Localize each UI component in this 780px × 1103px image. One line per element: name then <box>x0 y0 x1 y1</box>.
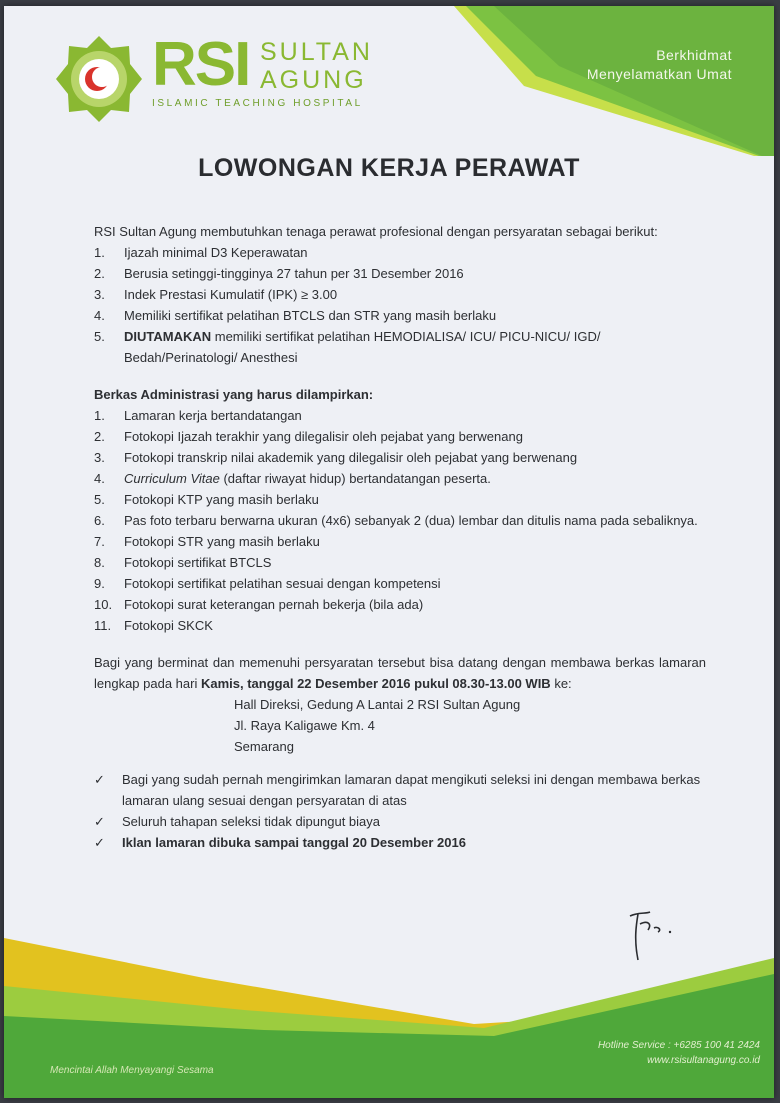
list-item <box>94 447 706 468</box>
list-item <box>94 426 706 447</box>
requirements-list <box>94 242 706 368</box>
list-text: Pas foto terbaru berwarna ukuran (4x6) sebanyak 2 (dua) lembar dan ditulis nama pada sebaliknya. <box>124 513 698 528</box>
list-item <box>94 594 706 615</box>
tagline-line2: Menyelamatkan Umat <box>586 66 732 82</box>
document-body <box>94 221 706 853</box>
checkmark-icon: ✓ <box>94 772 105 787</box>
intro-text: RSI Sultan Agung membutuhkan tenaga perawat profesional dengan persyaratan sebagai berikut: <box>94 224 658 239</box>
list-number: 3. <box>94 450 105 465</box>
checkmark-icon: ✓ <box>94 814 105 829</box>
list-number: 4. <box>94 308 105 323</box>
list-number: 2. <box>94 429 105 444</box>
list-item <box>94 573 706 594</box>
list-item <box>94 284 706 305</box>
page-title: LOWONGAN KERJA PERAWAT <box>198 154 580 182</box>
note-text: Bagi yang sudah pernah mengirimkan lamaran dapat mengikuti seleksi ini dengan membawa berkas lamaran ulang sesuai dengan persyaratan di atas <box>122 772 701 808</box>
tagline-line1: Berkhidmat <box>656 47 732 63</box>
list-item <box>94 305 706 326</box>
list-item <box>94 405 706 426</box>
list-text: Ijazah minimal D3 Keperawatan <box>124 245 308 260</box>
list-number: 3. <box>94 287 105 302</box>
list-number: 1. <box>94 245 105 260</box>
list-item <box>94 263 706 284</box>
list-item <box>94 510 706 531</box>
list-number: 11. <box>94 618 112 633</box>
list-text: Fotokopi sertifikat BTCLS <box>124 555 272 570</box>
list-item <box>94 468 706 489</box>
berkas-list <box>94 405 706 636</box>
berkas-heading: Berkas Administrasi yang harus dilampirkan: <box>94 387 374 402</box>
list-item <box>94 242 706 263</box>
address-block <box>94 694 706 757</box>
list-emphasis: DIUTAMAKAN <box>124 329 212 344</box>
logo-agung-text: AGUNG <box>260 66 367 94</box>
note-text: Seluruh tahapan seleksi tidak dipungut biaya <box>122 814 381 829</box>
list-text: (daftar riwayat hidup) bertandatangan peserta. <box>219 471 491 486</box>
list-text: Fotokopi Ijazah terakhir yang dilegalisir oleh pejabat yang berwenang <box>124 429 523 444</box>
footer-motto: Mencintai Allah Menyayangi Sesama <box>50 1065 214 1076</box>
logo-subtitle: ISLAMIC TEACHING HOSPITAL <box>152 98 363 109</box>
note-item <box>94 769 706 811</box>
website-text: www.rsisultanagung.co.id <box>647 1055 760 1066</box>
checkmark-icon: ✓ <box>94 835 105 850</box>
closing-paragraph <box>94 652 706 694</box>
list-item <box>94 489 706 510</box>
list-item <box>94 552 706 573</box>
list-italic: Curriculum Vitae <box>124 471 220 486</box>
list-text: Fotokopi transkrip nilai akademik yang dilegalisir oleh pejabat yang berwenang <box>124 450 578 465</box>
logo-rsi-text: RSI <box>152 30 250 99</box>
list-item <box>94 531 706 552</box>
list-text: Fotokopi STR yang masih berlaku <box>124 534 320 549</box>
list-number: 8. <box>94 555 105 570</box>
note-text: Iklan lamaran dibuka sampai tanggal 20 Desember 2016 <box>122 835 466 850</box>
list-number: 4. <box>94 471 105 486</box>
list-text: Berusia setinggi-tingginya 27 tahun per 31 Desember 2016 <box>124 266 464 281</box>
footer-contact <box>598 1038 760 1068</box>
list-text: Memiliki sertifikat pelatihan BTCLS dan STR yang masih berlaku <box>124 308 497 323</box>
closing-text: Bagi yang berminat dan memenuhi persyaratan tersebut bisa datang dengan membawa berkas lamaran lengkap pada hari <box>94 655 706 691</box>
list-number: 5. <box>94 492 105 507</box>
list-item <box>94 615 706 636</box>
list-text: Indek Prestasi Kumulatif (IPK) ≥ 3.00 <box>124 287 338 302</box>
list-number: 1. <box>94 408 105 423</box>
list-text: Lamaran kerja bertandatangan <box>124 408 302 423</box>
notes-list <box>94 769 706 853</box>
list-number: 9. <box>94 576 105 591</box>
list-number: 10. <box>94 597 113 612</box>
document-page <box>4 6 774 1098</box>
list-number: 6. <box>94 513 105 528</box>
hospital-logo-icon <box>54 34 144 124</box>
logo-sultan-text: SULTAN <box>260 38 373 66</box>
closing-date: Kamis, tanggal 22 Desember 2016 pukul 08.30-13.00 WIB <box>200 676 551 691</box>
list-number: 7. <box>94 534 105 549</box>
list-number: 5. <box>94 329 105 344</box>
hotline-text: Hotline Service : +6285 100 41 2424 <box>597 1040 760 1051</box>
list-text: Fotokopi KTP yang masih berlaku <box>124 492 319 507</box>
list-text: Fotokopi surat keterangan pernah bekerja (bila ada) <box>124 597 424 612</box>
closing-text-end: ke: <box>550 676 572 691</box>
address-line: Jl. Raya Kaligawe Km. 4 <box>234 718 375 733</box>
note-item <box>94 832 706 853</box>
list-text: Fotokopi SKCK <box>124 618 213 633</box>
list-text: memiliki sertifikat pelatihan HEMODIALISA/ ICU/ PICU-NICU/ IGD/ Bedah/Perinatologi/ Anesthesi <box>124 329 601 365</box>
list-number: 2. <box>94 266 105 281</box>
note-item <box>94 811 706 832</box>
tagline <box>587 46 732 84</box>
address-line: Hall Direksi, Gedung A Lantai 2 RSI Sultan Agung <box>234 697 521 712</box>
list-text: Fotokopi sertifikat pelatihan sesuai dengan kompetensi <box>124 576 441 591</box>
address-line: Semarang <box>234 739 294 754</box>
list-item <box>94 326 706 368</box>
